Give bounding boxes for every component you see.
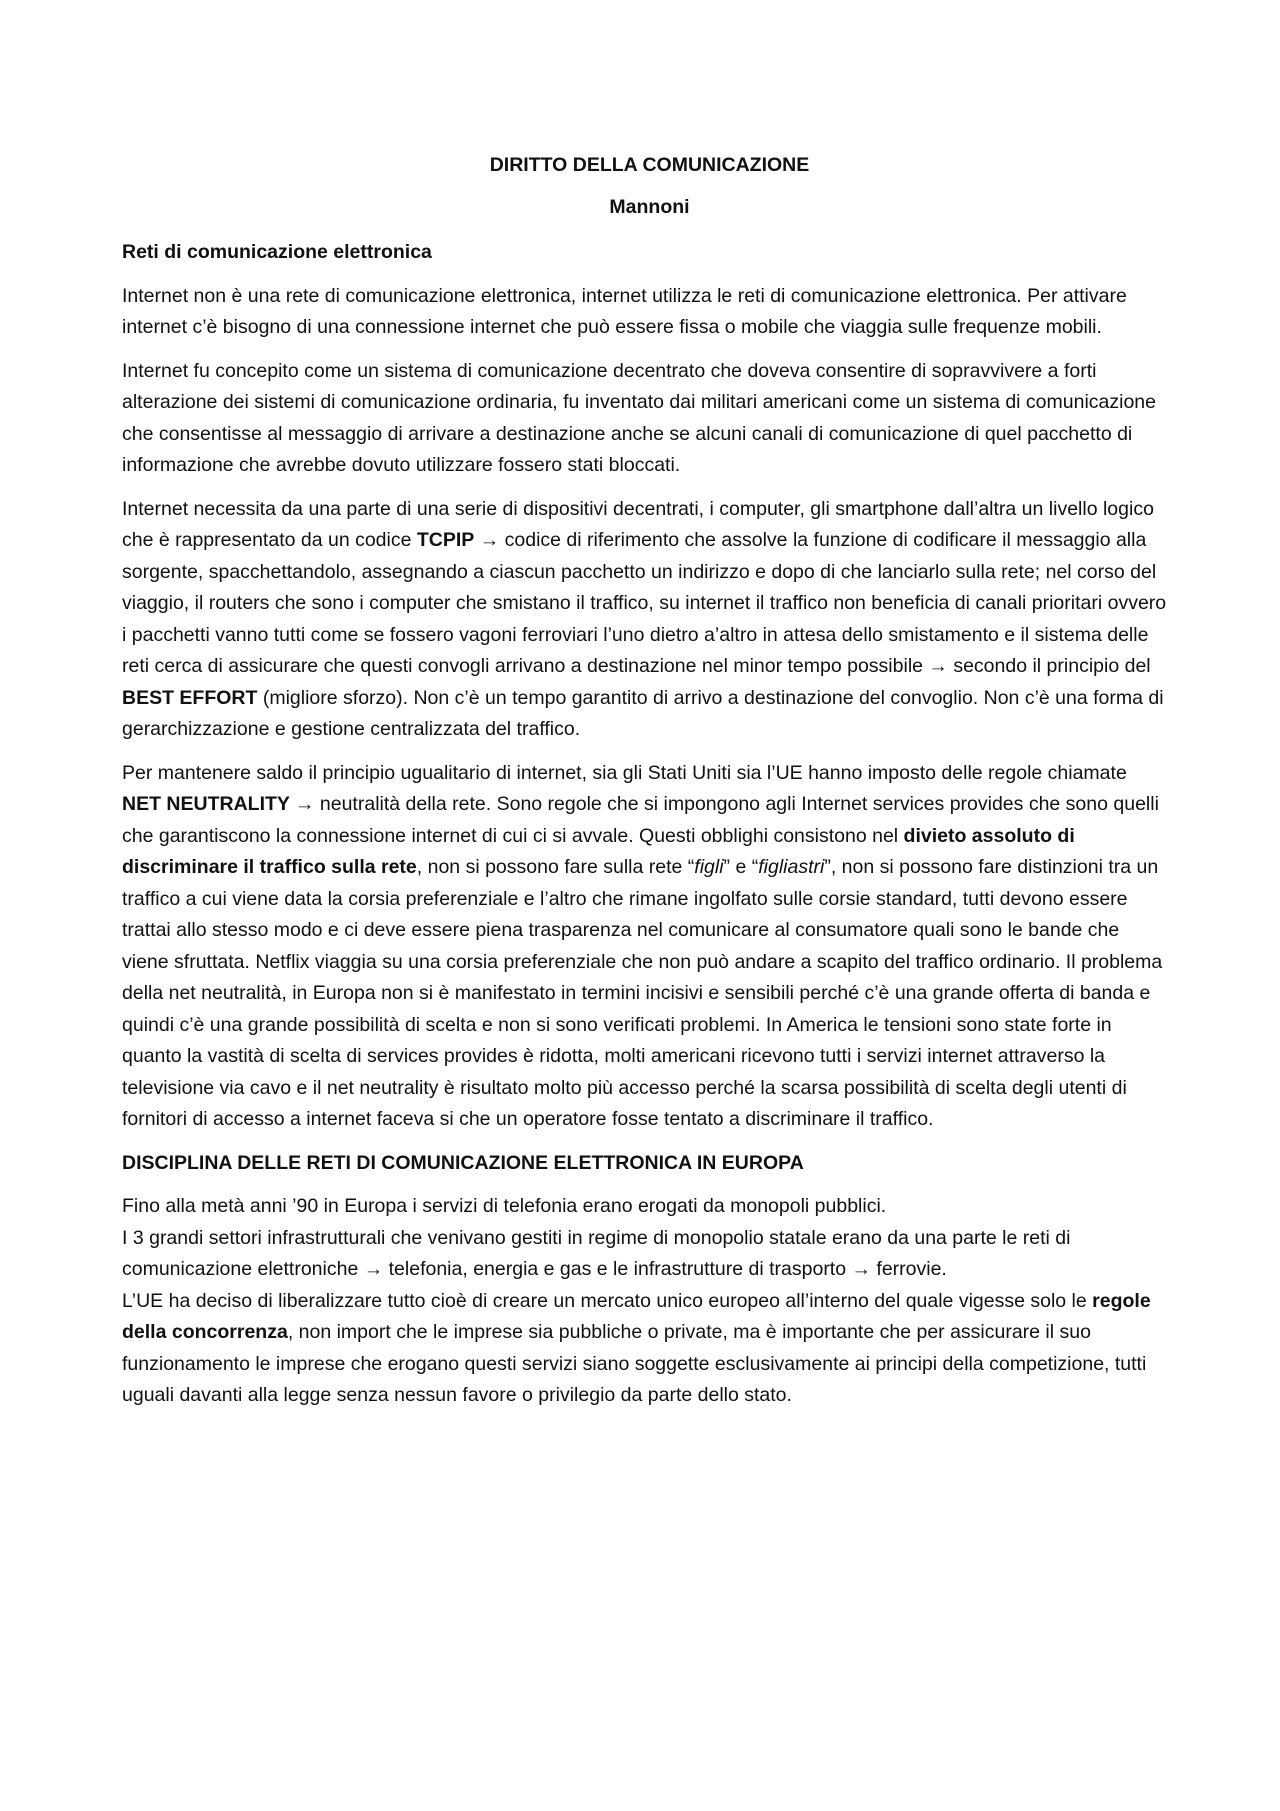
paragraph-5-line-2: I 3 grandi settori infrastrutturali che venivano gestiti in regime di monopolio statale erano da una parte le reti di comunicazione elettroniche → telefonia, energia e gas e le infrastrutture di trasporto → ferrovie. (122, 1226, 1071, 1280)
term-figli: figli (694, 856, 724, 878)
paragraph-5-line-1: Fino alla metà anni ’90 in Europa i servizi di telefonia erano erogati da monopoli pubblici. (122, 1195, 887, 1217)
paragraph-4-text-a: Per mantenere saldo il principio ugualitario di internet, sia gli Stati Uniti sia l’UE hanno imposto delle regole chiamate (122, 761, 1127, 784)
paragraph-5-line-3a: L’UE ha deciso di liberalizzare tutto cioè di creare un mercato unico europeo all’interno del quale vigesse solo le (122, 1289, 1093, 1312)
document-author: Mannoni (609, 195, 690, 218)
term-figliastri: figliastri (758, 856, 825, 878)
document-title: DIRITTO DELLA COMUNICAZIONE (489, 154, 810, 176)
paragraph-3 (122, 494, 1167, 746)
paragraph-4 (122, 758, 1167, 1136)
term-divieto: divieto assoluto di discriminare il traffico sulla rete (122, 824, 1075, 878)
term-regole-concorrenza: regole della concorrenza (122, 1289, 1151, 1343)
paragraph-2: Internet fu concepito come un sistema di comunicazione decentrato che doveva consentire di sopravvivere a forti alterazione dei sistemi di comunicazione ordinaria, fu inventato dai militari americani come un sistema di comunicazione che consentisse al messaggio di arrivare a destinazione anche se alcuni canali di comunicazione di quel pacchetto di informazione che avrebbe dovuto utilizzare fossero stati bloccati. (122, 359, 1156, 476)
paragraph-3-text-c: → codice di riferimento che assolve la funzione di codificare il messaggio alla sorgente, spacchettandolo, assegnando a ciascun pacchetto un indirizzo e dopo di che lanciarlo sulla rete; nel corso del viaggio, il routers che sono i computer che smistano il traffico, su internet il traffico non beneficia di canali prioritari ovvero i pacchetti vanno tutti come se fossero vagoni ferroviari l’uno dietro a’altro in attesa dello smistamento e il sistema delle reti cerca di assicurare che questi convogli arrivano a destinazione nel minor tempo possibile → secondo il principio del (122, 529, 1167, 677)
paragraph-5 (122, 1191, 1167, 1412)
paragraph-4-text-c: neutralità della rete. Sono regole che si impongono agli Internet services provides che sono quelli che garantiscono la connessione internet di cui ci si avvale. Questi obblighi consistono nel (122, 793, 1159, 847)
document-page (122, 150, 1167, 1424)
paragraph-4-text-e: ” e “ (723, 856, 759, 878)
paragraph-4-text-d: , non si possono fare sulla rete “ (416, 856, 695, 878)
paragraph-3-text-a: Internet necessita da una parte di una serie di dispositivi decentrati, i computer, gli smartphone dall’altra un livello logico che è rappresentato da un codice (122, 497, 1154, 551)
paragraph-4-text-f: ”, non si possono fare distinzioni tra un traffico a cui viene data la corsia preferenziale e l’altro che rimane ingolfato sulle corsie standard, tutti devono essere trattai allo stesso modo e ci deve essere piena trasparenza nel comunicare al consumatore quali sono le bande che viene sfruttata. Netflix viaggia su una corsia preferenziale che non può andare a scapito del traffico ordinario. Il problema della net neutralità, in Europa non si è manifestato in termini incisivi e sensibili perché c’è una grande offerta di banda e quindi c’è una grande possibilità di scelta e non si sono verificati problemi. In America le tensioni sono state forte in quanto la vastità di scelta di services provides è ridotta, molti americani ricevono tutti i servizi internet attraverso la televisione via cavo e il net neutrality è risultato molto più accesso perché la scarsa possibilità di scelta degli utenti di fornitori di accesso a internet faceva si che un operatore fosse tentato a discriminare il traffico. (122, 856, 1163, 1130)
paragraph-5-line-3c: , non import che le imprese sia pubbliche o private, ma è importante che per assicurare il suo funzionamento le imprese che erogano questi servizi siano soggette esclusivamente ai principi della competizione, tutti uguali davanti alla legge senza nessun favore o privilegio da parte dello stato. (122, 1321, 1147, 1406)
paragraph-1: Internet non è una rete di comunicazione elettronica, internet utilizza le reti di comunicazione elettronica. Per attivare internet c’è bisogno di una connessione internet che può essere fissa o mobile che viaggia sulle frequenze mobili. (122, 284, 1127, 338)
term-tcpip: TCPIP (416, 529, 475, 551)
term-best-effort: BEST EFFORT (122, 686, 258, 709)
section-heading-reti: Reti di comunicazione elettronica (122, 241, 432, 263)
paragraph-3-text-d: (migliore sforzo). Non c’è un tempo garantito di arrivo a destinazione del convoglio. Non c’è una forma di gerarchizzazione e gestione centralizzata del traffico. (122, 686, 1164, 740)
term-net-neutrality: NET NEUTRALITY → (122, 793, 315, 815)
section-heading-disciplina: DISCIPLINA DELLE RETI DI COMUNICAZIONE ELETTRONICA IN EUROPA (122, 1151, 804, 1174)
